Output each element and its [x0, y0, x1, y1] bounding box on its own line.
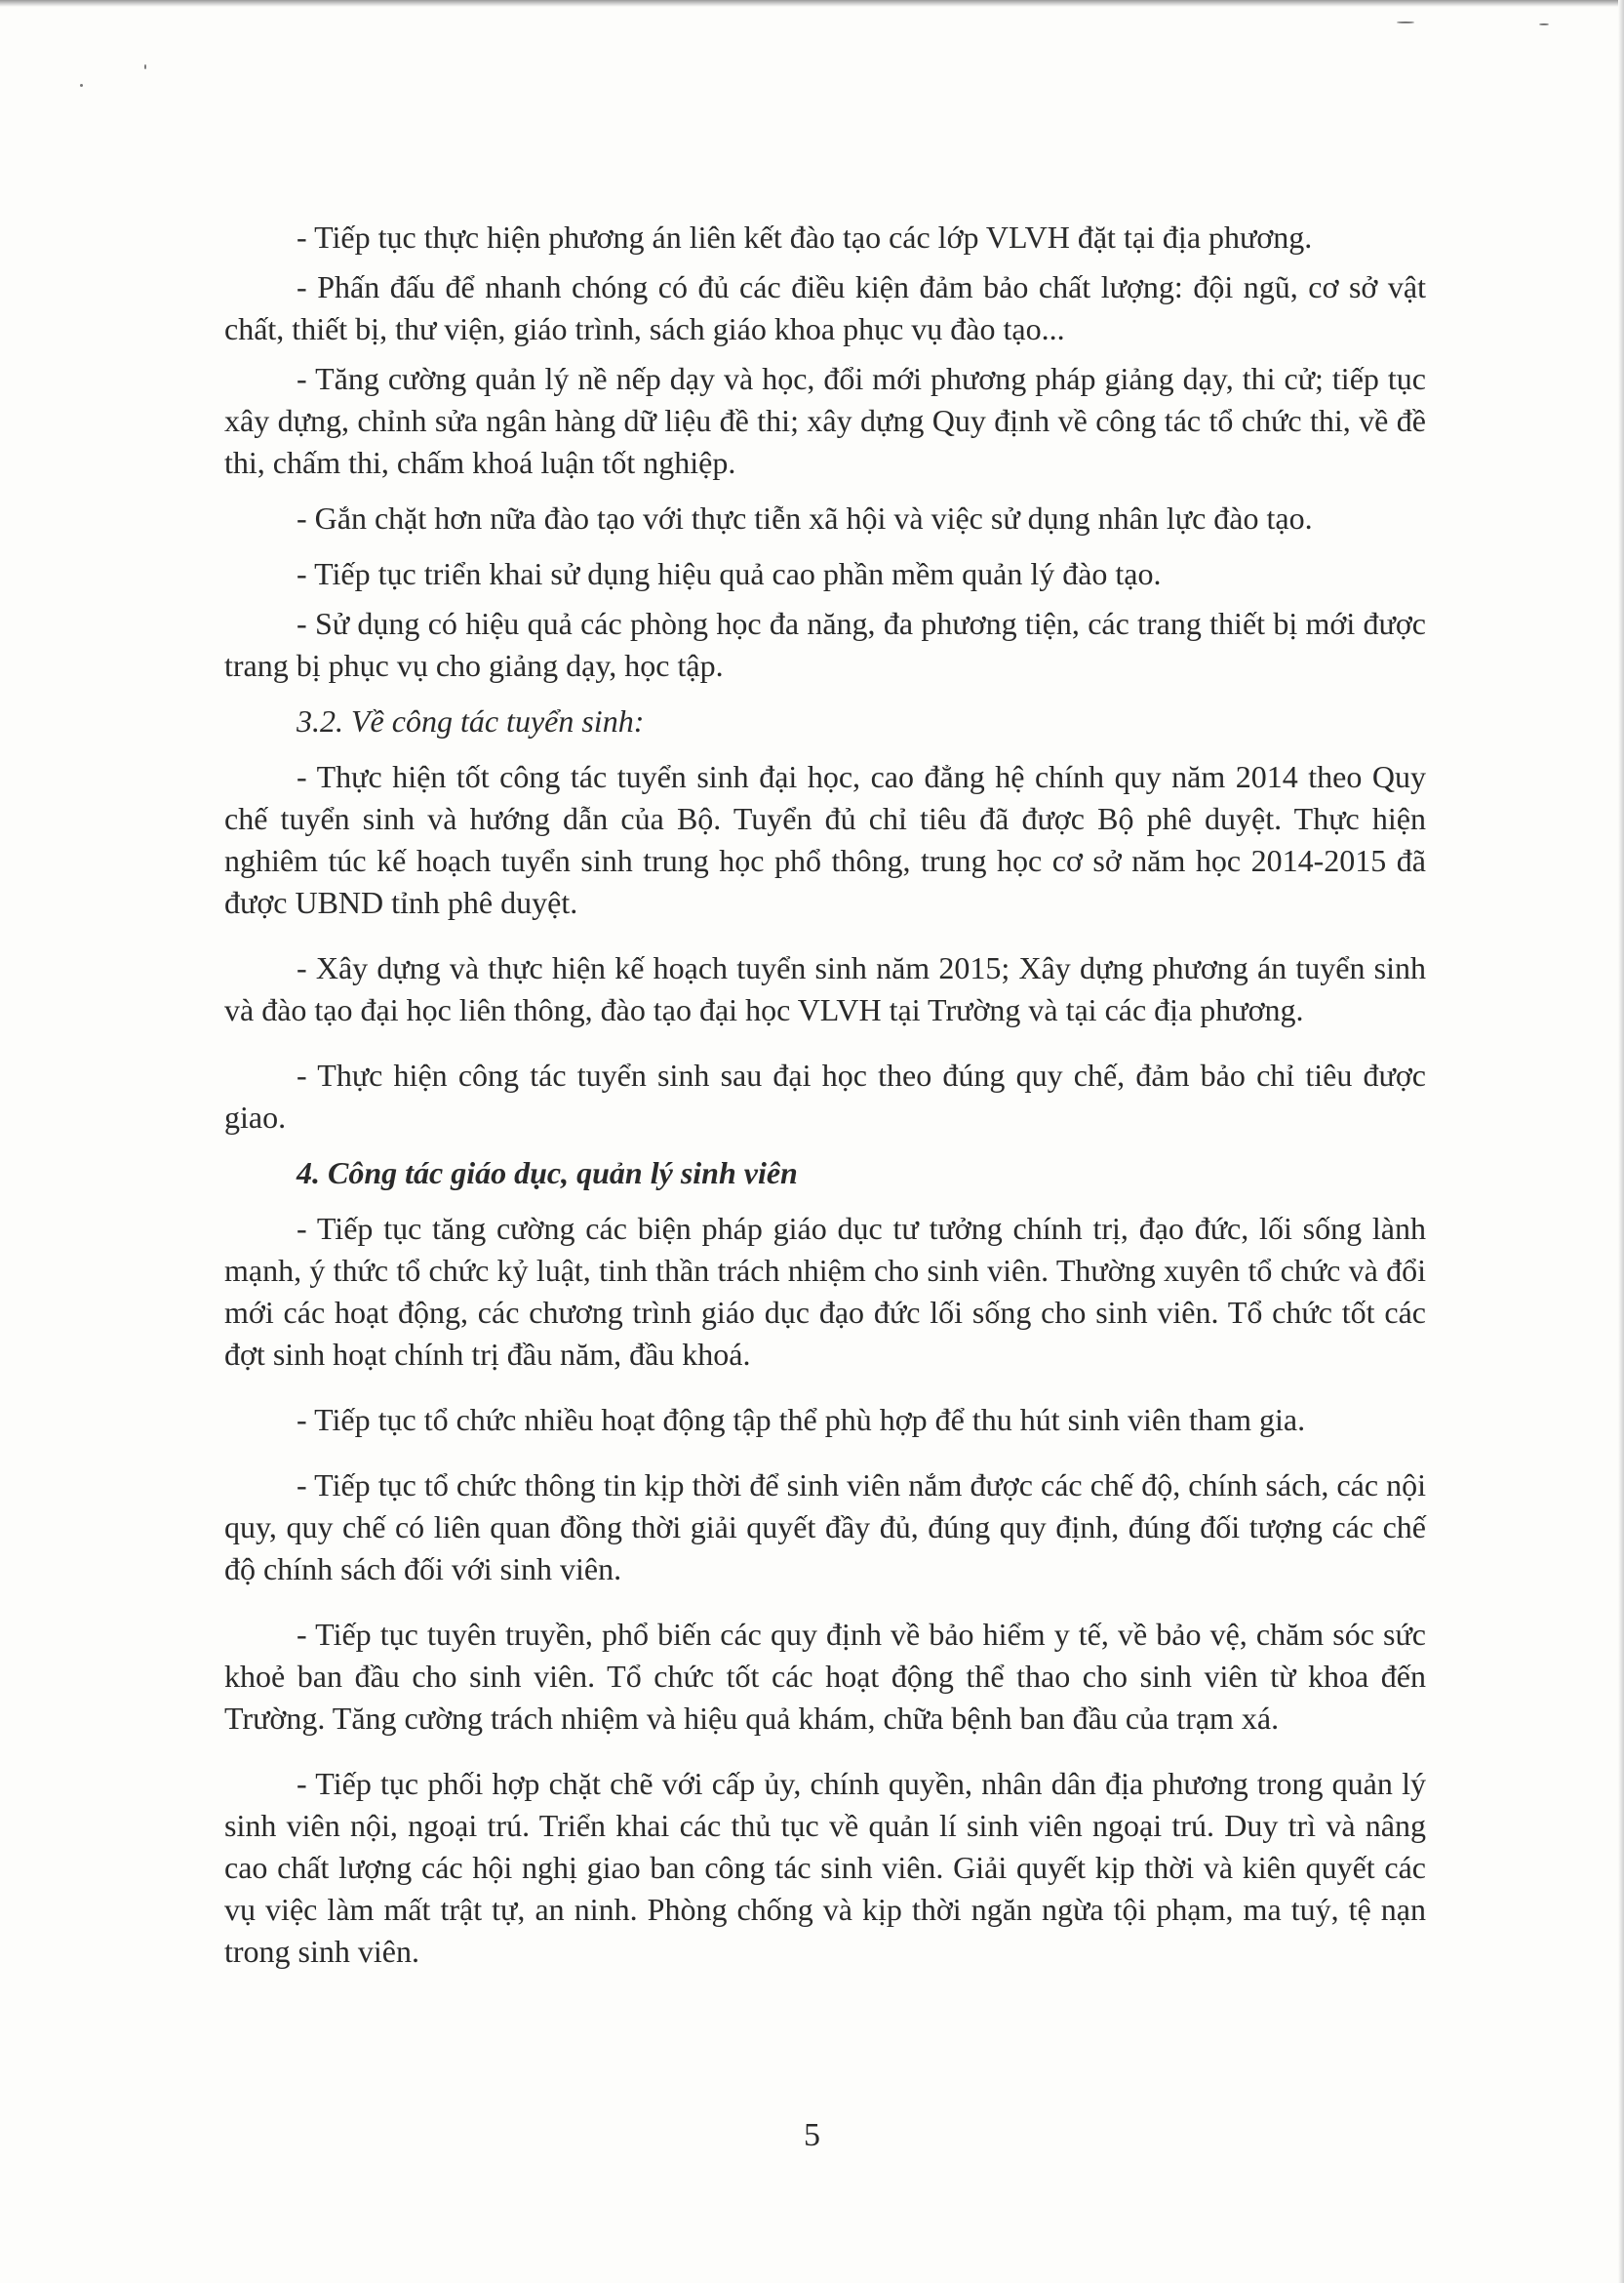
paragraph: - Tiếp tục tổ chức nhiều hoạt động tập thể phù hợp để thu hút sinh viên tham gia.	[297, 1402, 1306, 1437]
paragraph: - Tiếp tục tuyên truyền, phổ biến các quy định về bảo hiểm y tế, về bảo vệ, chăm sóc sức khoẻ ban đầu cho sinh viên. Tổ chức tốt các hoạt động thể thao cho sinh viên từ khoa đến Trường. Tăng cường trách nhiệm và hiệu quả khám, chữa bệnh ban đầu của trạm xá.	[224, 1617, 1426, 1736]
paragraph: - Tiếp tục triển khai sử dụng hiệu quả cao phần mềm quản lý đào tạo.	[297, 556, 1162, 591]
scan-speck	[80, 84, 83, 87]
section-subheading: 3.2. Về công tác tuyển sinh:	[297, 703, 645, 739]
document-body	[224, 217, 1426, 1973]
scan-speck	[1397, 21, 1414, 23]
scan-speck	[144, 64, 146, 69]
paragraph: - Phấn đấu để nhanh chóng có đủ các điều kiện đảm bảo chất lượng: đội ngũ, cơ sở vật chất, thiết bị, thư viện, giáo trình, sách giáo khoa phục vụ đào tạo...	[224, 269, 1426, 346]
scan-top-edge	[0, 0, 1624, 7]
paragraph: - Xây dựng và thực hiện kế hoạch tuyển sinh năm 2015; Xây dựng phương án tuyển sinh và đào tạo đại học liên thông, đào tạo đại học VLVH tại Trường và tại các địa phương.	[224, 950, 1426, 1027]
scan-speck	[1539, 23, 1549, 25]
paragraph: - Tăng cường quản lý nề nếp dạy và học, đổi mới phương pháp giảng dạy, thi cử; tiếp tục xây dựng, chỉnh sửa ngân hàng dữ liệu đề thi; xây dựng Quy định về công tác tổ chức thi, về đề thi, chấm thi, chấm khoá luận tốt nghiệp.	[224, 361, 1426, 480]
paragraph: - Tiếp tục phối hợp chặt chẽ với cấp ủy, chính quyền, nhân dân địa phương trong quản lý sinh viên nội, ngoại trú. Triển khai các thủ tục về quản lí sinh viên ngoại trú. Duy trì và nâng cao chất lượng các hội nghị giao ban công tác sinh viên. Giải quyết kịp thời và kiên quyết các vụ việc làm mất trật tự, an ninh. Phòng chống và kịp thời ngăn ngừa tội phạm, ma tuý, tệ nạn trong sinh viên.	[224, 1766, 1426, 1969]
paragraph: - Thực hiện công tác tuyển sinh sau đại học theo đúng quy chế, đảm bảo chỉ tiêu được giao.	[224, 1058, 1426, 1135]
scan-right-edge	[1618, 0, 1624, 2283]
paragraph: - Tiếp tục tổ chức thông tin kịp thời để sinh viên nắm được các chế độ, chính sách, các nội quy, quy chế có liên quan đồng thời giải quyết đầy đủ, đúng quy định, đúng đối tượng các chế độ chính sách đối với sinh viên.	[224, 1467, 1426, 1586]
page-number: 5	[804, 2117, 820, 2153]
section-heading: 4. Công tác giáo dục, quản lý sinh viên	[297, 1155, 798, 1190]
paragraph: - Tiếp tục tăng cường các biện pháp giáo dục tư tưởng chính trị, đạo đức, lối sống lành mạnh, ý thức tổ chức kỷ luật, tinh thần trách nhiệm cho sinh viên. Thường xuyên tổ chức và đổi mới các hoạt động, các chương trình giáo dục đạo đức lối sống cho sinh viên. Tổ chức tốt các đợt sinh hoạt chính trị đầu năm, đầu khoá.	[224, 1211, 1426, 1372]
paragraph: - Sử dụng có hiệu quả các phòng học đa năng, đa phương tiện, các trang thiết bị mới được trang bị phục vụ cho giảng dạy, học tập.	[224, 606, 1426, 683]
paragraph: - Gắn chặt hơn nữa đào tạo với thực tiễn xã hội và việc sử dụng nhân lực đào tạo.	[297, 501, 1313, 536]
paragraph: - Thực hiện tốt công tác tuyển sinh đại học, cao đẳng hệ chính quy năm 2014 theo Quy chế tuyển sinh và hướng dẫn của Bộ. Tuyển đủ chỉ tiêu đã được Bộ phê duyệt. Thực hiện nghiêm túc kế hoạch tuyển sinh trung học phổ thông, trung học cơ sở năm học 2014-2015 đã được UBND tỉnh phê duyệt.	[224, 759, 1426, 920]
paragraph: - Tiếp tục thực hiện phương án liên kết đào tạo các lớp VLVH đặt tại địa phương.	[297, 220, 1313, 255]
